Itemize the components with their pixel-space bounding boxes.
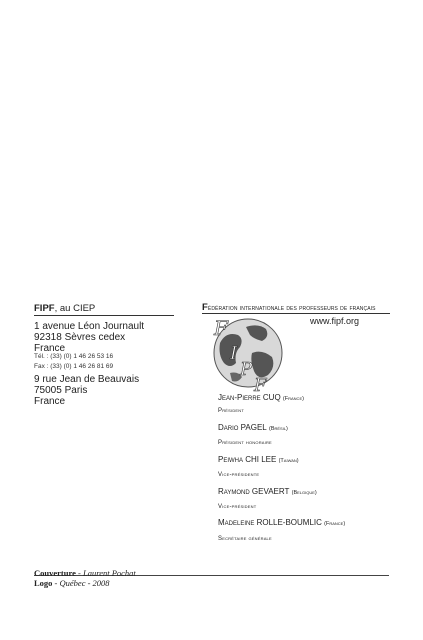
org-header	[34, 303, 95, 314]
person-role: Vice-président	[218, 504, 257, 510]
org-name: FIPF	[34, 303, 55, 314]
person-name-text: Peiwha CHI LEE	[218, 455, 277, 464]
address-sevres	[34, 321, 144, 354]
address-line: France	[34, 343, 66, 354]
org-location: , au CIEP	[54, 303, 96, 314]
person-role: Vice-présidente	[218, 472, 260, 478]
person-country: (Taiwan)	[278, 458, 299, 464]
federation-title-rest: édération internationale des professeurs de français	[207, 303, 376, 312]
person-name	[218, 487, 317, 498]
person-name-text: Madeleine ROLLE-BOUMLIC	[218, 518, 322, 527]
logo-separator: -	[52, 578, 60, 588]
person-role: Président honoraire	[218, 440, 272, 446]
cover-label: Couverture	[34, 568, 76, 578]
left-divider	[34, 315, 174, 316]
globe-logo-icon	[200, 313, 320, 393]
person-name	[218, 518, 345, 529]
person-country: (France)	[324, 521, 346, 527]
address-line: 92318 Sèvres cedex	[34, 332, 126, 343]
federation-initial: F	[202, 302, 208, 313]
logo-label: Logo	[34, 578, 53, 588]
cover-credit	[34, 568, 136, 578]
logo-credit	[34, 578, 136, 588]
tel-number: Tél. : (33) (0) 1 46 26 53 16	[34, 353, 114, 360]
address-line: 9 rue Jean de Beauvais	[34, 374, 140, 385]
person-role: Président	[218, 408, 245, 414]
person-name	[218, 393, 304, 404]
logo-letter-i: I	[230, 343, 238, 364]
person-country: (France)	[282, 396, 304, 402]
address-line: France	[34, 396, 66, 407]
cover-separator: -	[75, 568, 83, 578]
logo-letter-f1: F	[214, 316, 228, 340]
person-role: Secrétaire générale	[218, 536, 272, 542]
person-name	[218, 423, 288, 434]
cover-author: Laurent Pochat	[82, 568, 136, 578]
person-name-text: Dario PAGEL	[218, 423, 267, 432]
address-line: 75005 Paris	[34, 385, 88, 396]
address-paris	[34, 374, 139, 407]
logo-letter-p: P	[240, 359, 253, 380]
person-country: (Belgique)	[291, 490, 317, 496]
address-line: 1 avenue Léon Journault	[34, 321, 145, 332]
person-country: (Brésil)	[269, 426, 288, 432]
federation-title	[202, 302, 376, 313]
website-url[interactable]: www.fipf.org	[310, 316, 360, 326]
logo-author: Québec - 2008	[59, 578, 110, 588]
person-name-text: Raymond GEVAERT	[218, 487, 290, 496]
person-name-text: Jean-Pierre CUQ	[218, 393, 281, 402]
phone-block	[34, 352, 113, 372]
fipf-logo	[200, 313, 320, 393]
person-name	[218, 455, 299, 466]
fax-number: Fax : (33) (0) 1 46 26 81 69	[34, 363, 114, 370]
credits	[34, 568, 136, 588]
logo-letter-f2: F	[254, 375, 267, 393]
